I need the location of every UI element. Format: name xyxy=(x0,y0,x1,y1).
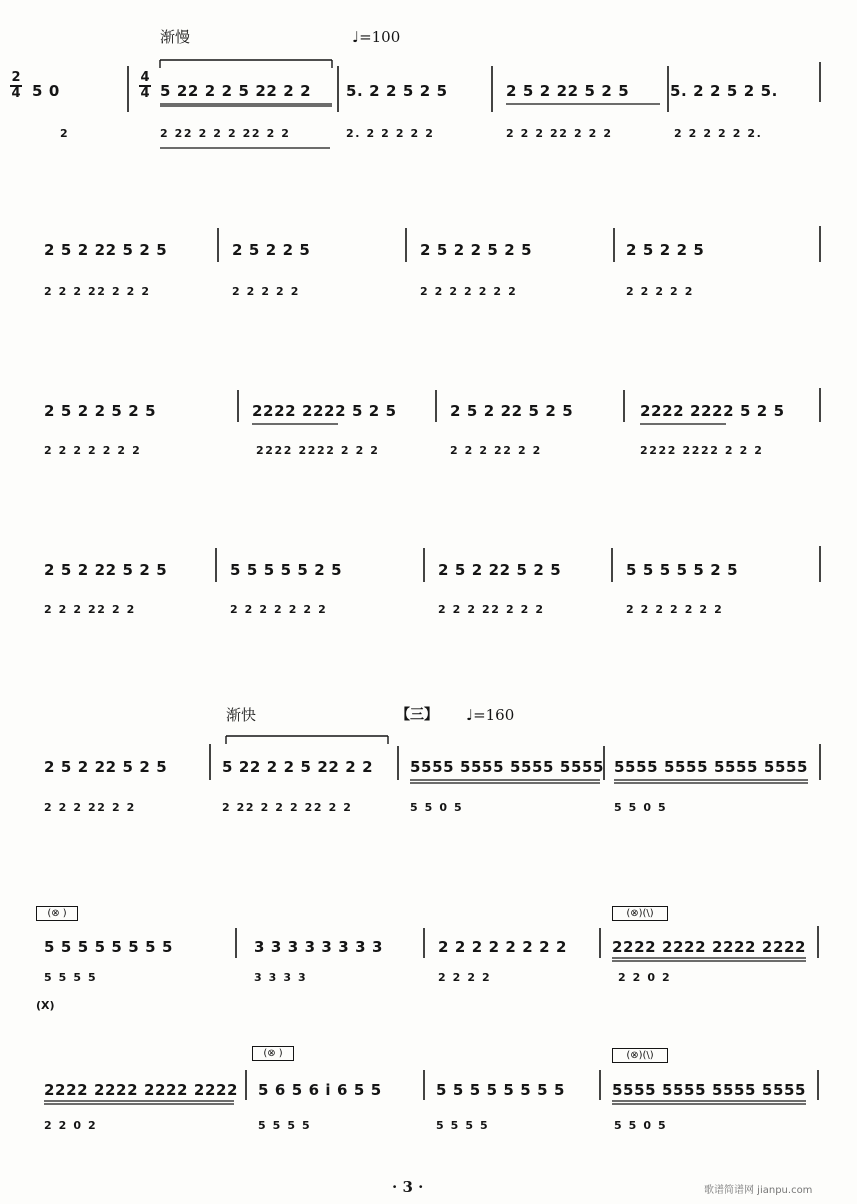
row6-m1-melody: 5 5 5 5 5 5 5 5 xyxy=(44,938,174,956)
row1-m0-melody: 5 0 xyxy=(32,82,60,100)
row6-m3-melody: 2 2 2 2 2 2 2 2 xyxy=(438,938,568,956)
row6-bracket-label-2: (⊗)(\) xyxy=(612,906,668,921)
row5-m1-accomp: 2 2 2 22 2 2 xyxy=(44,801,136,814)
row6-m1-accomp: 5 5 5 5 xyxy=(44,971,98,984)
tempo-160: ♩=160 xyxy=(466,706,515,724)
row3-m2-melody: 2222 2222 5 2 5 xyxy=(252,402,397,420)
row3-m3-melody: 2 5 2 22 5 2 5 xyxy=(450,402,574,420)
row3-m4-melody: 2222 2222 5 2 5 xyxy=(640,402,785,420)
row6-m4-accomp: 2 2 0 2 xyxy=(618,971,672,984)
row4-m4-accomp: 2 2 2 2 2 2 2 xyxy=(626,603,724,616)
row3-m4-accomp: 2222 2222 2 2 2 xyxy=(640,444,764,457)
row3-m1-accomp: 2 2 2 2 2 2 2 xyxy=(44,444,142,457)
row7-m4-accomp: 5 5 0 5 xyxy=(614,1119,668,1132)
row3-m1-melody: 2 5 2 2 5 2 5 xyxy=(44,402,157,420)
row7-m2-accomp: 5 5 5 5 xyxy=(258,1119,312,1132)
ritardando-marking: 渐慢 xyxy=(160,28,191,46)
row1-m4-melody: 5. 2 2 5 2 5. xyxy=(670,82,778,100)
row2-m2-melody: 2 5 2 2 5 xyxy=(232,241,311,259)
row6-m4-melody: 2222 2222 2222 2222 xyxy=(612,938,807,956)
row3-m2-accomp: 2222 2222 2 2 2 xyxy=(256,444,380,457)
row4-m4-melody: 5 5 5 5 5 2 5 xyxy=(626,561,739,579)
row1-m1-melody: 5 22 2 2 5 22 2 2 xyxy=(160,82,312,100)
row4-m3-melody: 2 5 2 22 5 2 5 xyxy=(438,561,562,579)
row7-m1-melody: 2222 2222 2222 2222 xyxy=(44,1081,239,1099)
row3-m3-accomp: 2 2 2 22 2 2 xyxy=(450,444,542,457)
time-signature-2-4: 2 4 xyxy=(11,70,21,101)
row5-m2-melody: 5 22 2 2 5 22 2 2 xyxy=(222,758,374,776)
row6-x-mark: (X) xyxy=(36,999,55,1012)
row7-m1-accomp: 2 2 0 2 xyxy=(44,1119,98,1132)
row2-m4-melody: 2 5 2 2 5 xyxy=(626,241,705,259)
time-signature-4-4: 4 4 xyxy=(140,70,150,101)
row2-m3-accomp: 2 2 2 2 2 2 2 xyxy=(420,285,518,298)
row4-m2-accomp: 2 2 2 2 2 2 2 xyxy=(230,603,328,616)
row2-m1-melody: 2 5 2 22 5 2 5 xyxy=(44,241,168,259)
row1-m1-accomp: 2 22 2 2 2 22 2 2 xyxy=(160,127,291,140)
row1-m0-accomp: 2 xyxy=(60,127,70,140)
row5-m3-melody: 5555 5555 5555 5555 xyxy=(410,758,605,776)
row7-m2-melody: 5 6 5 6 i 6 5 5 xyxy=(258,1081,382,1099)
row2-m2-accomp: 2 2 2 2 2 xyxy=(232,285,300,298)
row7-bracket-label-2: (⊗)(\) xyxy=(612,1048,668,1063)
section-mark-three: 【三】 xyxy=(396,707,438,723)
row7-m3-melody: 5 5 5 5 5 5 5 5 xyxy=(436,1081,566,1099)
row2-m3-melody: 2 5 2 2 5 2 5 xyxy=(420,241,533,259)
row7-m3-accomp: 5 5 5 5 xyxy=(436,1119,490,1132)
row1-m3-accomp: 2 2 2 22 2 2 2 xyxy=(506,127,613,140)
row5-m1-melody: 2 5 2 22 5 2 5 xyxy=(44,758,168,776)
row1-m2-melody: 5. 2 2 5 2 5 xyxy=(346,82,448,100)
row4-m3-accomp: 2 2 2 22 2 2 2 xyxy=(438,603,545,616)
row4-m2-melody: 5 5 5 5 5 2 5 xyxy=(230,561,343,579)
row4-m1-accomp: 2 2 2 22 2 2 xyxy=(44,603,136,616)
row6-m2-melody: 3 3 3 3 3 3 3 3 xyxy=(254,938,384,956)
row2-m1-accomp: 2 2 2 22 2 2 2 xyxy=(44,285,151,298)
row6-m2-accomp: 3 3 3 3 xyxy=(254,971,308,984)
accelerando-marking: 渐快 xyxy=(226,706,257,724)
row5-m4-accomp: 5 5 0 5 xyxy=(614,801,668,814)
page-number: · 3 · xyxy=(392,1178,424,1196)
row1-m4-accomp: 2 2 2 2 2 2. xyxy=(674,127,763,140)
watermark: 歌谱简谱网 jianpu.com xyxy=(704,1185,813,1196)
row1-m3-melody: 2 5 2 22 5 2 5 xyxy=(506,82,630,100)
row2-m4-accomp: 2 2 2 2 2 xyxy=(626,285,694,298)
row6-bracket-label-1: (⊗ ) xyxy=(36,906,78,921)
row7-m4-melody: 5555 5555 5555 5555 xyxy=(612,1081,807,1099)
row5-m4-melody: 5555 5555 5555 5555 xyxy=(614,758,809,776)
row4-m1-melody: 2 5 2 22 5 2 5 xyxy=(44,561,168,579)
row5-m3-accomp: 5 5 0 5 xyxy=(410,801,464,814)
row7-bracket-label-1: (⊗ ) xyxy=(252,1046,294,1061)
tempo-100: ♩=100 xyxy=(352,28,401,46)
row5-m2-accomp: 2 22 2 2 2 22 2 2 xyxy=(222,801,353,814)
row1-m2-accomp: 2. 2 2 2 2 2 xyxy=(346,127,435,140)
row6-m3-accomp: 2 2 2 2 xyxy=(438,971,492,984)
